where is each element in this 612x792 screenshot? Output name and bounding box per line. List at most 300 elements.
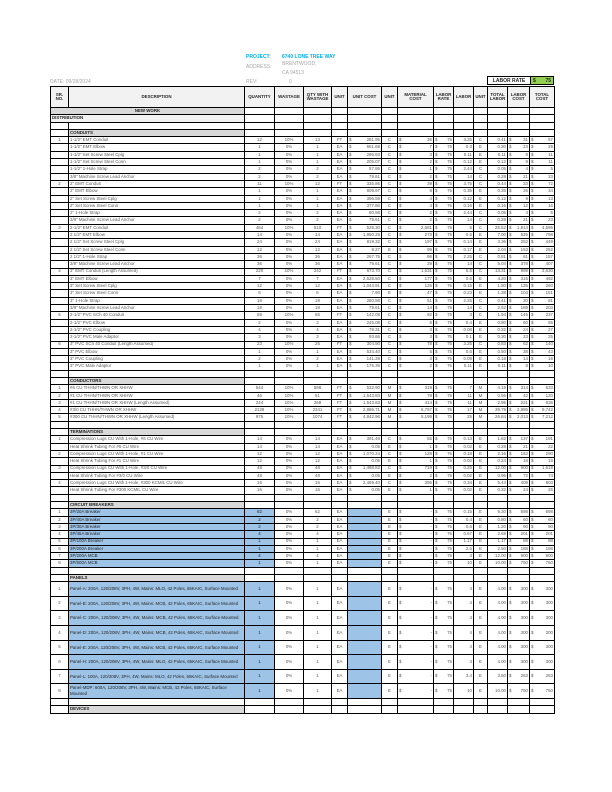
currency-symbol: $	[509, 615, 512, 621]
labor-rate-cell	[434, 159, 454, 166]
labor-unit-cell: C	[474, 173, 488, 180]
wastage-cell: 0%	[275, 297, 304, 304]
material-cost-cell	[398, 538, 434, 545]
unit-cell: EA	[332, 465, 348, 472]
total-labor-cell: 1.94	[488, 312, 508, 319]
table-row[interactable]	[51, 159, 555, 166]
material-cost-cell	[398, 582, 434, 597]
money-value	[435, 306, 452, 310]
table-row[interactable]	[51, 261, 555, 268]
table-row[interactable]	[51, 414, 555, 421]
table-row[interactable]	[51, 655, 555, 670]
labor-unit-cell: E	[474, 516, 488, 523]
table-row[interactable]	[51, 202, 555, 209]
money-value	[435, 138, 452, 142]
qty-with-wastage-cell: 1	[304, 545, 332, 552]
qty-with-wastage-cell: 510	[304, 224, 332, 231]
unit-cost-cell	[348, 195, 382, 202]
labor-unit-cell: E	[474, 465, 488, 472]
labor-cost-cell	[508, 560, 530, 567]
currency-symbol: $	[531, 231, 534, 237]
labor-cost-value: 698	[520, 509, 528, 515]
labor-cost-cell	[508, 210, 530, 217]
currency-symbol: $	[509, 516, 512, 522]
unit-cost-cell	[348, 202, 382, 209]
labor-cost-cell	[508, 283, 530, 290]
currency-symbol: $	[399, 472, 402, 478]
unit-cost-cell	[348, 472, 382, 479]
labor-rate-label: LABOR RATE	[488, 77, 531, 84]
currency-symbol: $	[435, 173, 438, 179]
sr-no-cell	[51, 246, 69, 253]
table-row[interactable]	[51, 356, 555, 363]
empty-cell	[245, 129, 275, 136]
empty-cell	[382, 122, 398, 129]
empty-cell	[275, 129, 304, 136]
wastage-cell: 0%	[275, 188, 304, 195]
sr-no-cell	[51, 275, 69, 282]
wastage-cell: 10%	[275, 137, 304, 144]
currency-symbol: $	[531, 560, 534, 566]
labor-cost-value: 30	[523, 297, 528, 303]
currency-symbol: $	[399, 399, 402, 405]
money-value	[531, 284, 553, 288]
table-row[interactable]	[51, 283, 555, 290]
money-value	[435, 262, 452, 266]
money-value	[509, 335, 528, 339]
table-row[interactable]	[51, 151, 555, 158]
wastage-cell: 10%	[275, 224, 304, 231]
labor-rate-cell	[434, 341, 454, 348]
money-value	[509, 645, 528, 649]
table-row[interactable]	[51, 487, 555, 494]
currency-symbol: $	[509, 283, 512, 289]
qty-with-wastage-cell: 4	[304, 326, 332, 333]
labor-rate-cell	[434, 640, 454, 655]
currency-symbol: $	[399, 144, 402, 150]
empty-cell	[51, 122, 69, 129]
labor-unit-cell: C	[474, 268, 488, 275]
table-row[interactable]	[51, 305, 555, 312]
section-circuit-breakers	[51, 502, 555, 509]
material-cost-value: -	[430, 509, 432, 515]
sr-no-cell: 4	[51, 531, 69, 538]
money-value	[435, 182, 452, 186]
table-row[interactable]	[51, 626, 555, 641]
currency-symbol: $	[531, 239, 534, 245]
labor-cost-cell	[508, 436, 530, 443]
empty-cell	[530, 706, 555, 713]
total-cost-value: 698	[545, 509, 553, 515]
labor-unit-cell: C	[474, 166, 488, 173]
table-row[interactable]	[51, 465, 555, 472]
quantity-cell: 14	[245, 436, 275, 443]
table-row[interactable]	[51, 180, 555, 187]
labor-rate-cell	[434, 290, 454, 297]
sr-no-cell	[51, 173, 69, 180]
labor-rate-cell	[434, 669, 454, 684]
currency-symbol: $	[509, 246, 512, 252]
currency-symbol: $	[399, 348, 402, 354]
total-labor-cell: 3.50	[488, 669, 508, 684]
material-cost-value: 5,199	[421, 414, 432, 420]
total-cost-value: 13	[548, 195, 553, 201]
money-value	[399, 321, 432, 325]
table-row[interactable]	[51, 217, 555, 224]
table-row[interactable]	[51, 268, 555, 275]
qty-with-wastage-cell: 1	[304, 655, 332, 670]
labor-cost-cell	[508, 399, 530, 406]
unit-cell: EA	[332, 472, 348, 479]
table-row[interactable]	[51, 611, 555, 626]
unit-cell: EA	[332, 283, 348, 290]
table-row[interactable]	[51, 640, 555, 655]
money-value	[435, 394, 452, 398]
money-value	[399, 474, 432, 478]
sr-no-cell: 2	[51, 450, 69, 457]
empty-cell	[382, 567, 398, 574]
empty-cell	[69, 370, 245, 377]
material-cost-cell	[398, 305, 434, 312]
material-cost-cell	[398, 407, 434, 414]
labor-cost-value: 378	[520, 261, 528, 267]
table-row[interactable]	[51, 224, 555, 231]
labor-cell: 0.14	[454, 239, 474, 246]
quantity-cell: 11	[245, 180, 275, 187]
sr-no-cell	[51, 166, 69, 173]
total-labor-cell: 12.00	[488, 465, 508, 472]
labor-rate-value-cell[interactable]	[531, 77, 553, 84]
labor-cost-value: 62	[523, 341, 528, 347]
cost-unit-cell: E	[382, 531, 398, 538]
table-row[interactable]	[51, 480, 555, 487]
currency-symbol: $	[509, 239, 512, 245]
table-row[interactable]	[51, 407, 555, 414]
quantity-cell: 1	[245, 596, 275, 611]
table-row[interactable]	[51, 363, 555, 370]
money-value	[399, 587, 432, 591]
currency-symbol: $	[435, 312, 438, 318]
description-cell: Panel-B: 200A, 120/208V, 3PH, 4W, Mains: MCB, 42 Poles, 65KAIC, Surface Mounted	[69, 596, 245, 611]
money-value	[349, 248, 380, 252]
table-row[interactable]	[51, 195, 555, 202]
money-value	[435, 328, 452, 332]
table-row[interactable]	[51, 290, 555, 297]
description-cell: 1-1/2" Set Screw Steel Cplg	[69, 151, 245, 158]
money-value	[435, 284, 452, 288]
unit-cost-value: 205.07	[366, 159, 380, 165]
qty-with-wastage-cell: 1	[304, 188, 332, 195]
description-cell: 2-1/2" PVC SCh 40 Conduit	[69, 312, 245, 319]
labor-cell: 0.02	[454, 472, 474, 479]
section-panels	[51, 575, 555, 582]
money-value	[399, 291, 432, 295]
labor-cell: 0.17	[454, 246, 474, 253]
money-value	[531, 631, 553, 635]
cost-unit-cell: C	[382, 151, 398, 158]
table-row[interactable]	[51, 472, 555, 479]
total-cost-cell	[530, 363, 555, 370]
table-row[interactable]	[51, 232, 555, 239]
table-row[interactable]	[51, 509, 555, 516]
labor-cost-cell	[508, 553, 530, 560]
table-row[interactable]	[51, 166, 555, 173]
money-value	[399, 218, 432, 222]
material-cost-value: 92	[427, 312, 432, 318]
money-value	[349, 466, 380, 470]
currency-symbol: $	[435, 319, 438, 325]
cost-unit-cell: C	[382, 232, 398, 239]
table-row[interactable]	[51, 669, 555, 684]
empty-cell	[332, 129, 348, 136]
quantity-cell: 6	[245, 290, 275, 297]
total-labor-cell: 10.00	[488, 684, 508, 699]
total-cost-value: 237	[545, 312, 553, 318]
currency-symbol: $	[399, 509, 402, 515]
labor-rate-cell	[434, 202, 454, 209]
table-row[interactable]	[51, 239, 555, 246]
material-cost-cell	[398, 290, 434, 297]
unit-cell: EA	[332, 348, 348, 355]
money-value	[349, 240, 380, 244]
sr-no-cell: 5	[51, 414, 69, 421]
material-cost-value: 414	[424, 399, 432, 405]
currency-symbol: $	[435, 538, 438, 544]
table-row[interactable]	[51, 253, 555, 260]
cost-unit-cell: E	[382, 458, 398, 465]
qty-with-wastage-cell: 1	[304, 348, 332, 355]
total-labor-cell: 2.04	[488, 246, 508, 253]
quantity-cell: 4	[245, 326, 275, 333]
money-value	[349, 262, 380, 266]
table-row[interactable]	[51, 188, 555, 195]
money-value	[349, 342, 380, 346]
total-cost-cell	[530, 341, 555, 348]
empty-cell	[474, 377, 488, 384]
table-row[interactable]	[51, 458, 555, 465]
empty-cell	[245, 699, 275, 706]
cost-unit-cell: C	[382, 224, 398, 231]
unit-cell: FT	[332, 399, 348, 406]
money-value	[509, 153, 528, 157]
table-row[interactable]	[51, 144, 555, 151]
money-value	[531, 226, 553, 230]
table-row[interactable]	[51, 538, 555, 545]
unit-cell: EA	[332, 531, 348, 538]
table-row[interactable]	[51, 297, 555, 304]
qty-with-wastage-cell: 48	[304, 465, 332, 472]
money-value	[531, 488, 553, 492]
labor-cost-value: 8	[525, 151, 528, 157]
total-cost-cell	[530, 210, 555, 217]
table-row[interactable]	[51, 392, 555, 399]
table-row[interactable]	[51, 560, 555, 567]
table-row[interactable]	[51, 596, 555, 611]
unit-cell: EA	[332, 159, 348, 166]
total-labor-cell: 39.79	[488, 407, 508, 414]
labor-cost-value: 263	[520, 673, 528, 679]
quantity-cell: 244	[245, 399, 275, 406]
quantity-cell: 36	[245, 253, 275, 260]
currency-symbol: $	[349, 348, 352, 354]
empty-cell	[488, 706, 508, 713]
cost-unit-cell: C	[382, 159, 398, 166]
unit-cell: EA	[332, 246, 348, 253]
currency-symbol: $	[349, 480, 352, 486]
qty-with-wastage-cell: 1	[304, 669, 332, 684]
material-cost-value: 4	[429, 202, 432, 208]
date: DATE: 09/28/2024	[50, 79, 91, 85]
unit-cell: EA	[332, 487, 348, 494]
new-work-row	[51, 108, 555, 115]
currency-symbol: $	[531, 348, 534, 354]
labor-cell: 2.25	[454, 253, 474, 260]
currency-symbol: $	[399, 239, 402, 245]
material-cost-cell	[398, 159, 434, 166]
labor-rate-cell	[434, 450, 454, 457]
money-value	[435, 218, 452, 222]
table-row[interactable]	[51, 399, 555, 406]
money-value	[531, 153, 553, 157]
empty-cell	[398, 706, 434, 713]
currency-symbol: $	[509, 159, 512, 165]
money-value	[435, 350, 452, 354]
table-row[interactable]	[51, 553, 555, 560]
currency-symbol: $	[435, 472, 438, 478]
table-row[interactable]	[51, 210, 555, 217]
table-row[interactable]	[51, 312, 555, 319]
unit-cost-value: 0.05	[371, 472, 380, 478]
labor-rate-value: 75	[447, 560, 452, 566]
total-cost-value: 5	[550, 210, 553, 216]
empty-cell	[488, 108, 508, 115]
empty-cell	[275, 706, 304, 713]
unit-cost-value: 141.28	[366, 356, 380, 362]
money-value	[509, 616, 528, 620]
quantity-cell: 46	[245, 392, 275, 399]
table-row[interactable]	[51, 341, 555, 348]
labor-rate-value: 75	[545, 77, 551, 84]
qty-with-wastage-cell: 36	[304, 253, 332, 260]
table-row[interactable]	[51, 173, 555, 180]
labor-cost-cell	[508, 239, 530, 246]
table-row[interactable]	[51, 545, 555, 552]
labor-unit-cell: E	[474, 283, 488, 290]
sr-no-cell: 6	[51, 655, 69, 670]
sr-no-cell: 4	[51, 268, 69, 275]
labor-rate-value: 75	[447, 341, 452, 347]
currency-symbol: $	[399, 312, 402, 318]
labor-cell: 0.15	[454, 283, 474, 290]
labor-unit-cell: E	[474, 458, 488, 465]
labor-cell: 0.09	[454, 356, 474, 363]
labor-cost-cell	[508, 640, 530, 655]
money-value	[399, 437, 432, 441]
currency-symbol: $	[509, 585, 512, 591]
currency-symbol: $	[531, 210, 534, 216]
material-cost-cell	[398, 210, 434, 217]
money-value	[435, 211, 452, 215]
labor-rate-value: 75	[447, 144, 452, 150]
table-row[interactable]	[51, 137, 555, 144]
sr-no-cell: 2	[51, 516, 69, 523]
labor-cost-value: 900	[520, 465, 528, 471]
money-value	[399, 197, 432, 201]
labor-cost-cell	[508, 195, 530, 202]
labor-cost-cell	[508, 443, 530, 450]
labor-cost-cell	[508, 334, 530, 341]
table-row[interactable]	[51, 246, 555, 253]
unit-cell: EA	[332, 523, 348, 530]
table-row[interactable]	[51, 516, 555, 523]
table-row[interactable]	[51, 319, 555, 326]
table-row[interactable]	[51, 348, 555, 355]
labor-rate-cell	[434, 348, 454, 355]
currency-symbol: $	[509, 392, 512, 398]
money-value	[531, 452, 553, 456]
money-value	[509, 488, 528, 492]
currency-symbol: $	[509, 312, 512, 318]
table-row[interactable]	[51, 684, 555, 699]
material-cost-value: -	[430, 644, 432, 650]
cost-unit-cell: E	[382, 596, 398, 611]
empty-cell	[245, 494, 275, 501]
labor-cost-cell	[508, 392, 530, 399]
unit-cost-value: 79.61	[369, 304, 380, 310]
material-cost-cell	[398, 341, 434, 348]
table-row[interactable]	[51, 326, 555, 333]
labor-unit-cell: C	[474, 180, 488, 187]
empty-cell	[398, 575, 434, 582]
labor-cost-cell	[508, 137, 530, 144]
total-labor-cell: 2.16	[488, 450, 508, 457]
labor-cell: 3	[454, 553, 474, 560]
currency-symbol: $	[531, 334, 534, 340]
money-value	[509, 510, 528, 514]
column-header-unit-5: UNIT	[332, 87, 348, 108]
labor-unit-cell: C	[474, 341, 488, 348]
table-row[interactable]	[51, 443, 555, 450]
money-value	[509, 408, 528, 412]
project-name: 6740 LONE TREE WAY	[282, 54, 336, 60]
money-value	[531, 525, 553, 529]
currency-symbol: $	[509, 326, 512, 332]
labor-cost-value: 998	[520, 268, 528, 274]
labor-cell: 14	[454, 173, 474, 180]
table-row[interactable]	[51, 531, 555, 538]
empty-cell	[398, 699, 434, 706]
distribution-row-label: DISTRIBUTION	[51, 115, 245, 122]
table-row[interactable]	[51, 385, 555, 392]
empty-cell	[508, 122, 530, 129]
labor-cost-cell	[508, 341, 530, 348]
table-row[interactable]	[51, 275, 555, 282]
table-row[interactable]	[51, 450, 555, 457]
empty-cell	[488, 699, 508, 706]
unit-cost-cell	[348, 669, 382, 684]
table-row[interactable]	[51, 436, 555, 443]
money-value	[531, 554, 553, 558]
labor-cost-value: 314	[520, 385, 528, 391]
currency-symbol: $	[435, 414, 438, 420]
table-row[interactable]	[51, 582, 555, 597]
table-row[interactable]	[51, 334, 555, 341]
sr-no-cell: 6	[51, 341, 69, 348]
quantity-cell: 14	[245, 232, 275, 239]
cost-unit-cell: C	[382, 480, 398, 487]
table-row[interactable]	[51, 523, 555, 530]
currency-symbol: $	[509, 458, 512, 464]
